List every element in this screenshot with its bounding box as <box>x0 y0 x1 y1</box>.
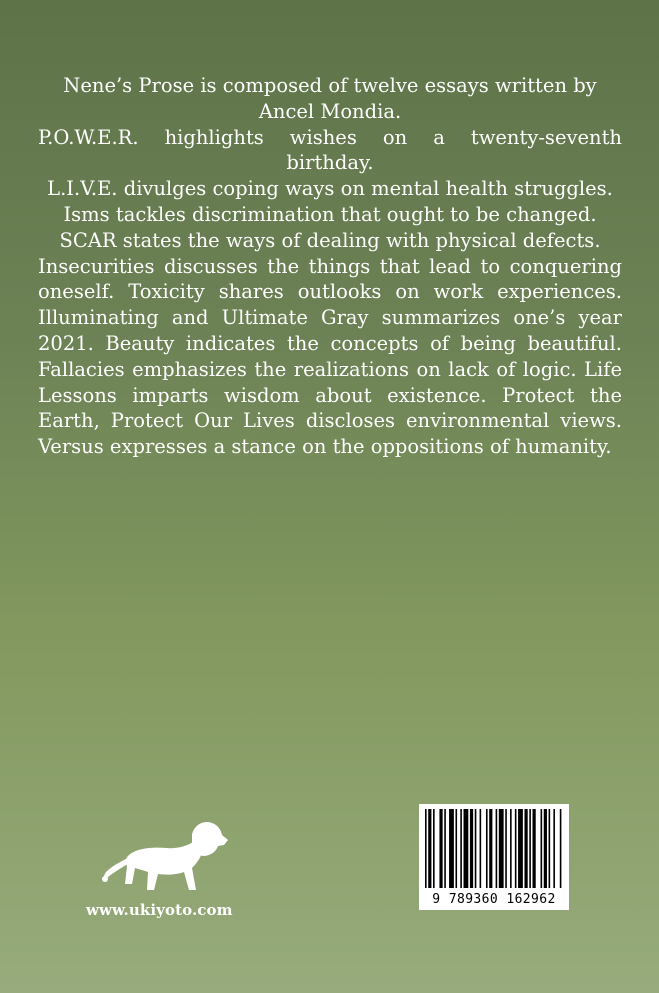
isbn-number: 9 789360 162962 <box>432 892 556 907</box>
blurb-scar-line: SCAR states the ways of dealing with physical defects. <box>59 228 601 252</box>
blurb-essays-paragraph: Insecurities discusses the things that lead to conquering oneself. Toxicity shares outlooks on work experiences. Illuminating and Ultimate Gray summarizes one’s year 2021. Beauty indicates the concepts of being beautiful. Fallacies emphasizes the realizations on lack of logic. Life Lessons imparts wisdom about existence. Protect the Earth, Protect Our Lives discloses environmental views. Versus expresses a stance on the oppositions of humanity. <box>38 254 622 459</box>
blurb-isms-line: Isms tackles discrimination that ought to be changed. <box>63 202 597 226</box>
blurb-intro-line-2: Ancel Mondia. <box>258 99 402 123</box>
blurb-live-line: L.I.V.E. divulges coping ways on mental health struggles. <box>47 177 613 201</box>
barcode-bars <box>425 809 563 888</box>
blurb-power-line-end: birthday. <box>286 151 374 175</box>
walking-lion-icon <box>100 818 230 896</box>
back-cover-blurb <box>38 73 622 460</box>
isbn-barcode <box>419 804 569 910</box>
blurb-power-line: P.O.W.E.R. highlights wishes on a twenty-seventh <box>38 125 622 149</box>
publisher-website: www.ukiyoto.com <box>86 901 233 919</box>
blurb-intro-line-1: Nene’s Prose is composed of twelve essays written by <box>63 74 597 97</box>
